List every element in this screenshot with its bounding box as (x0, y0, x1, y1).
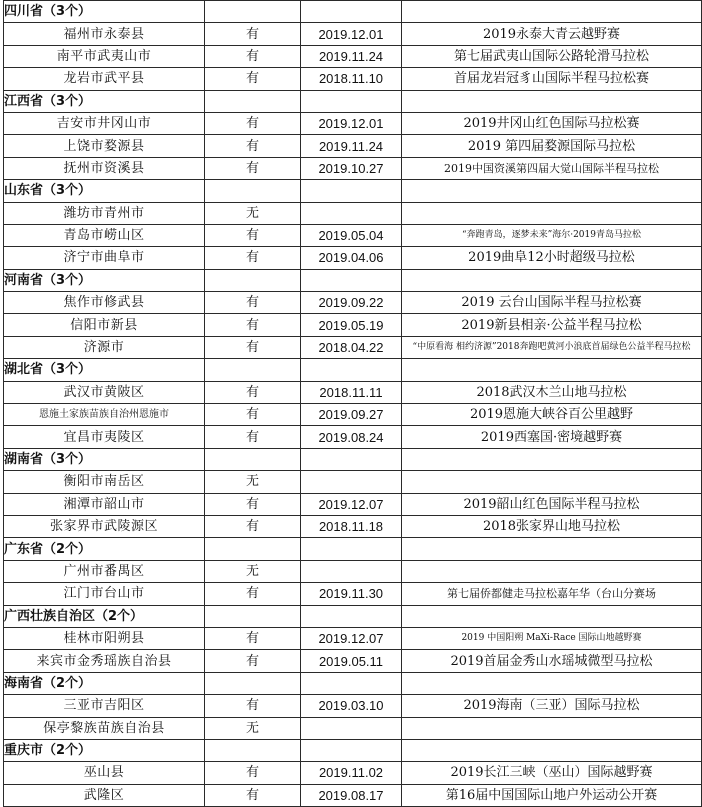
city-cell: 广州市番禺区 (4, 560, 205, 582)
has-event-cell: 有 (205, 135, 301, 157)
date-cell: 2019.12.01 (301, 23, 402, 45)
has-event-cell: 无 (205, 560, 301, 582)
empty-cell (205, 672, 301, 694)
table-row (4, 314, 702, 336)
has-event-cell: 无 (205, 202, 301, 224)
has-event-cell: 有 (205, 224, 301, 246)
date-cell (301, 560, 402, 582)
date-cell: 2018.04.22 (301, 336, 402, 358)
has-event-cell: 有 (205, 627, 301, 649)
city-cell: 保亭黎族苗族自治县 (4, 717, 205, 739)
empty-cell (205, 739, 301, 761)
has-event-cell: 无 (205, 471, 301, 493)
event-name-cell: 2019长江三峡（巫山）国际越野赛 (402, 762, 702, 784)
empty-cell (402, 739, 702, 761)
date-cell (301, 471, 402, 493)
event-name-cell (402, 202, 702, 224)
date-cell: 2019.12.07 (301, 493, 402, 515)
event-name-cell: 第16届中国国际山地户外运动公开赛 (402, 784, 702, 806)
has-event-cell: 有 (205, 157, 301, 179)
table-row (4, 471, 702, 493)
has-event-cell: 有 (205, 247, 301, 269)
has-event-cell: 有 (205, 762, 301, 784)
city-cell: 焦作市修武县 (4, 292, 205, 314)
event-name-cell: 2019恩施大峡谷百公里越野 (402, 404, 702, 426)
date-cell (301, 202, 402, 224)
empty-cell (402, 90, 702, 112)
empty-cell (205, 1, 301, 23)
province-name: 广西壮族自治区（2个） (4, 605, 205, 627)
event-name-cell: 2019永泰大青云越野赛 (402, 23, 702, 45)
has-event-cell: 无 (205, 717, 301, 739)
has-event-cell: 有 (205, 381, 301, 403)
event-name-cell: 2018张家界山地马拉松 (402, 515, 702, 537)
province-header-row (4, 605, 702, 627)
empty-cell (205, 269, 301, 291)
table-row (4, 23, 702, 45)
empty-cell (205, 538, 301, 560)
table-row (4, 336, 702, 358)
date-cell: 2019.05.04 (301, 224, 402, 246)
event-name-cell: 2019中国资溪第四届大觉山国际半程马拉松 (402, 157, 702, 179)
event-name-cell (402, 560, 702, 582)
has-event-cell: 有 (205, 404, 301, 426)
empty-cell (301, 448, 402, 470)
empty-cell (205, 180, 301, 202)
event-name-cell: 2019 云台山国际半程马拉松赛 (402, 292, 702, 314)
has-event-cell: 有 (205, 112, 301, 134)
province-header-row (4, 269, 702, 291)
city-cell: 张家界市武陵源区 (4, 515, 205, 537)
empty-cell (402, 672, 702, 694)
empty-cell (402, 538, 702, 560)
province-name: 河南省（3个） (4, 269, 205, 291)
table-row (4, 112, 702, 134)
event-name-cell: 2018武汉木兰山地马拉松 (402, 381, 702, 403)
event-name-cell: 2019 中国阳朔 MaXi-Race 国际山地越野赛 (402, 627, 702, 649)
province-name: 山东省（3个） (4, 180, 205, 202)
city-cell: 上饶市婺源县 (4, 135, 205, 157)
empty-cell (205, 605, 301, 627)
table-row (4, 560, 702, 582)
date-cell (301, 717, 402, 739)
table-row (4, 493, 702, 515)
has-event-cell: 有 (205, 515, 301, 537)
province-header-row (4, 672, 702, 694)
event-name-cell: 2019海南（三亚）国际马拉松 (402, 695, 702, 717)
table-row (4, 404, 702, 426)
table-row (4, 202, 702, 224)
date-cell: 2019.09.22 (301, 292, 402, 314)
province-header-row (4, 448, 702, 470)
table-row (4, 224, 702, 246)
city-cell: 福州市永泰县 (4, 23, 205, 45)
empty-cell (301, 359, 402, 381)
date-cell: 2019.11.02 (301, 762, 402, 784)
empty-cell (301, 605, 402, 627)
table-row (4, 695, 702, 717)
date-cell: 2019.10.27 (301, 157, 402, 179)
date-cell: 2019.03.10 (301, 695, 402, 717)
province-name: 湖北省（3个） (4, 359, 205, 381)
has-event-cell: 有 (205, 45, 301, 67)
date-cell: 2019.11.24 (301, 135, 402, 157)
date-cell: 2019.12.07 (301, 627, 402, 649)
date-cell: 2019.09.27 (301, 404, 402, 426)
table-row (4, 784, 702, 806)
province-name: 海南省（2个） (4, 672, 205, 694)
event-name-cell: 首届龙岩冠豸山国际半程马拉松赛 (402, 68, 702, 90)
event-name-cell: 第七届武夷山国际公路轮滑马拉松 (402, 45, 702, 67)
table-row (4, 292, 702, 314)
date-cell: 2019.05.11 (301, 650, 402, 672)
date-cell: 2018.11.18 (301, 515, 402, 537)
empty-cell (301, 269, 402, 291)
table-row (4, 583, 702, 605)
province-name: 江西省（3个） (4, 90, 205, 112)
empty-cell (301, 538, 402, 560)
table-row (4, 762, 702, 784)
empty-cell (402, 359, 702, 381)
city-cell: 宜昌市夷陵区 (4, 426, 205, 448)
city-cell: 济源市 (4, 336, 205, 358)
table-row (4, 157, 702, 179)
province-header-row (4, 1, 702, 23)
city-cell: 武汉市黄陂区 (4, 381, 205, 403)
event-name-cell: 2019首届金秀山水瑶城微型马拉松 (402, 650, 702, 672)
city-cell: 吉安市井冈山市 (4, 112, 205, 134)
province-name: 四川省（3个） (4, 1, 205, 23)
date-cell: 2019.05.19 (301, 314, 402, 336)
province-name: 重庆市（2个） (4, 739, 205, 761)
city-cell: 信阳市新县 (4, 314, 205, 336)
empty-cell (205, 359, 301, 381)
date-cell: 2019.11.30 (301, 583, 402, 605)
city-cell: 青岛市崂山区 (4, 224, 205, 246)
date-cell: 2019.08.17 (301, 784, 402, 806)
has-event-cell: 有 (205, 650, 301, 672)
empty-cell (402, 605, 702, 627)
city-cell: 巫山县 (4, 762, 205, 784)
table-row (4, 247, 702, 269)
table-row (4, 717, 702, 739)
has-event-cell: 有 (205, 292, 301, 314)
has-event-cell: 有 (205, 493, 301, 515)
table-row (4, 515, 702, 537)
event-name-cell: 2019西塞国·密境越野赛 (402, 426, 702, 448)
city-cell: 潍坊市青州市 (4, 202, 205, 224)
province-header-row (4, 739, 702, 761)
empty-cell (402, 448, 702, 470)
table-body (4, 1, 702, 807)
empty-cell (402, 1, 702, 23)
event-name-cell: 2019曲阜12小时超级马拉松 (402, 247, 702, 269)
city-cell: 来宾市金秀瑶族自治县 (4, 650, 205, 672)
table-row (4, 135, 702, 157)
empty-cell (301, 739, 402, 761)
province-name: 湖南省（3个） (4, 448, 205, 470)
date-cell: 2019.12.01 (301, 112, 402, 134)
event-name-cell: “奔跑青岛，逐梦未来”海尔·2019青岛马拉松 (402, 224, 702, 246)
table-row (4, 381, 702, 403)
event-name-cell (402, 471, 702, 493)
table-row (4, 627, 702, 649)
has-event-cell: 有 (205, 784, 301, 806)
event-name-cell: “中原看海 相约济源”2018奔跑吧黄河小浪底首届绿色公益半程马拉松 (402, 336, 702, 358)
event-name-cell: 2019韶山红色国际半程马拉松 (402, 493, 702, 515)
province-header-row (4, 180, 702, 202)
has-event-cell: 有 (205, 426, 301, 448)
date-cell: 2019.04.06 (301, 247, 402, 269)
table-row (4, 45, 702, 67)
province-name: 广东省（2个） (4, 538, 205, 560)
event-name-cell: 第七届侨都健走马拉松嘉年华（台山分赛场 (402, 583, 702, 605)
city-cell: 济宁市曲阜市 (4, 247, 205, 269)
province-header-row (4, 90, 702, 112)
date-cell: 2018.11.11 (301, 381, 402, 403)
province-header-row (4, 359, 702, 381)
empty-cell (301, 90, 402, 112)
empty-cell (205, 90, 301, 112)
empty-cell (205, 448, 301, 470)
empty-cell (301, 672, 402, 694)
has-event-cell: 有 (205, 314, 301, 336)
event-name-cell: 2019井冈山红色国际马拉松赛 (402, 112, 702, 134)
province-header-row (4, 538, 702, 560)
date-cell: 2018.11.10 (301, 68, 402, 90)
has-event-cell: 有 (205, 695, 301, 717)
city-cell: 衡阳市南岳区 (4, 471, 205, 493)
empty-cell (402, 180, 702, 202)
date-cell: 2019.08.24 (301, 426, 402, 448)
city-cell: 恩施土家族苗族自治州恩施市 (4, 404, 205, 426)
city-cell: 南平市武夷山市 (4, 45, 205, 67)
event-name-cell: 2019新县相亲·公益半程马拉松 (402, 314, 702, 336)
city-cell: 武隆区 (4, 784, 205, 806)
city-cell: 湘潭市韶山市 (4, 493, 205, 515)
has-event-cell: 有 (205, 583, 301, 605)
has-event-cell: 有 (205, 23, 301, 45)
city-cell: 三亚市吉阳区 (4, 695, 205, 717)
city-cell: 江门市台山市 (4, 583, 205, 605)
date-cell: 2019.11.24 (301, 45, 402, 67)
city-cell: 桂林市阳朔县 (4, 627, 205, 649)
has-event-cell: 有 (205, 68, 301, 90)
city-cell: 抚州市资溪县 (4, 157, 205, 179)
empty-cell (402, 269, 702, 291)
table-row (4, 650, 702, 672)
event-name-cell: 2019 第四届婺源国际马拉松 (402, 135, 702, 157)
table-row (4, 426, 702, 448)
empty-cell (301, 1, 402, 23)
marathon-county-table (3, 0, 702, 807)
has-event-cell: 有 (205, 336, 301, 358)
empty-cell (301, 180, 402, 202)
event-name-cell (402, 717, 702, 739)
table-row (4, 68, 702, 90)
city-cell: 龙岩市武平县 (4, 68, 205, 90)
